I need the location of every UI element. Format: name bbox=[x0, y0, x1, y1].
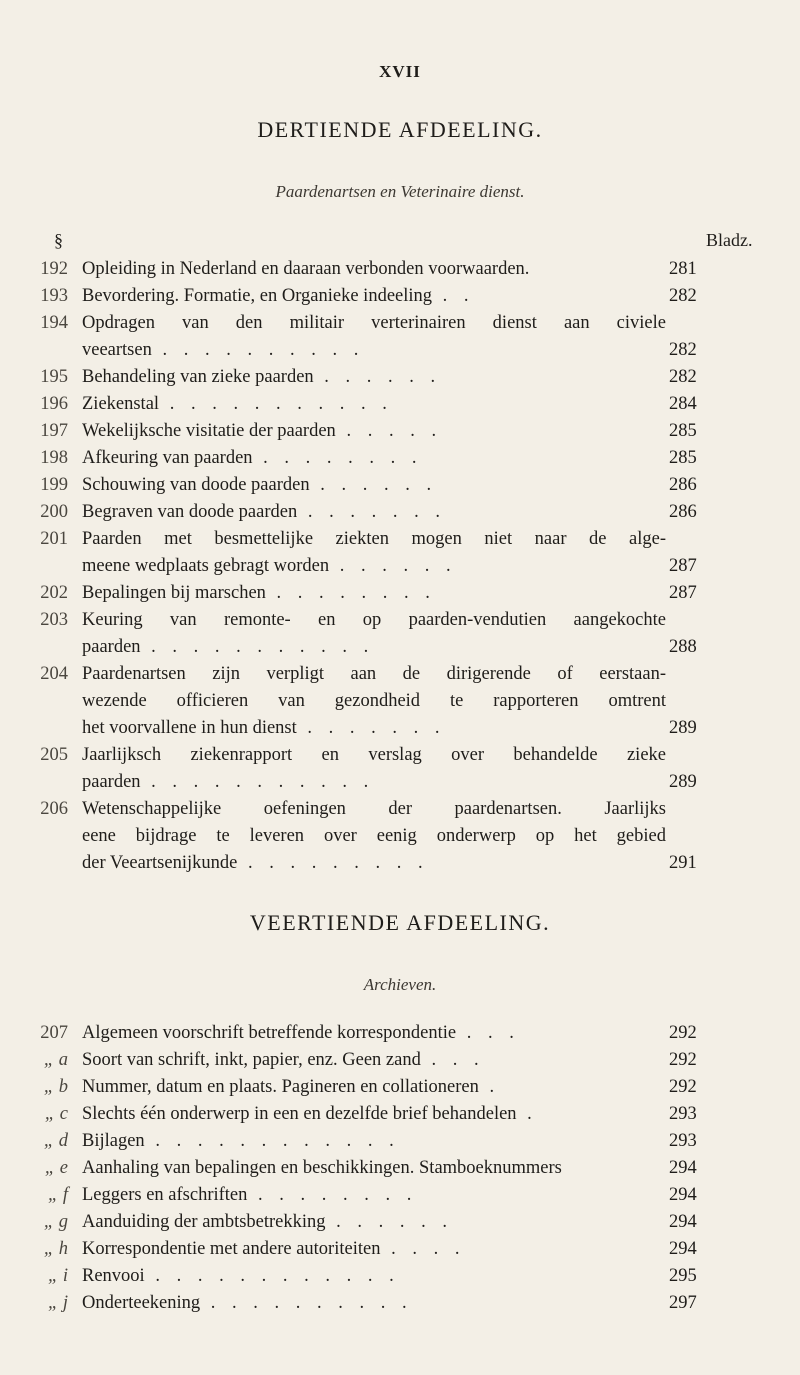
toc-entry-number: „ h bbox=[43, 1239, 68, 1259]
toc-section-2 bbox=[0, 1020, 800, 1317]
dot-leader: . . . bbox=[420, 1050, 485, 1070]
dot-leader: . bbox=[516, 1104, 538, 1124]
toc-entry-page: 294 bbox=[669, 1185, 697, 1205]
toc-entry-title: wezende officieren van gezondheid te rapporteren omtrent bbox=[82, 691, 666, 711]
page-column-label: Bladz. bbox=[706, 230, 753, 250]
toc-entry-title: Onderteekening . . . . . . . . . . bbox=[82, 1293, 413, 1313]
toc-entry-page: 287 bbox=[669, 583, 697, 603]
toc-entry-number bbox=[0, 553, 82, 579]
toc-entry-title: Behandeling van zieke paarden . . . . . . bbox=[82, 367, 442, 387]
toc-entry-page: 287 bbox=[669, 556, 697, 576]
toc-entry-title: Paardenartsen zijn verpligt aan de dirigerende of eerstaan- bbox=[82, 664, 666, 684]
toc-entry-number: 195 bbox=[40, 367, 68, 387]
dot-leader: . . . . bbox=[380, 1239, 466, 1259]
toc-entry-number: „ b bbox=[43, 1077, 68, 1097]
toc-entry-number bbox=[0, 823, 82, 849]
toc-entry-number: 196 bbox=[40, 394, 68, 414]
dot-leader: . . . bbox=[456, 1023, 520, 1043]
toc-entry-number: 203 bbox=[40, 610, 68, 630]
toc-entry-page bbox=[666, 310, 709, 336]
toc-entry-number: 198 bbox=[40, 448, 68, 468]
toc-entry-title: veeartsen . . . . . . . . . . bbox=[82, 340, 365, 360]
toc-entry-number: 201 bbox=[40, 529, 68, 549]
toc-entry-number: 200 bbox=[40, 502, 68, 522]
toc-entry-number bbox=[0, 850, 82, 876]
toc-entry-title: Bevordering. Formatie, en Organieke indeeling . . bbox=[82, 286, 475, 306]
toc-entry-number: „ a bbox=[43, 1050, 68, 1070]
toc-entry-page: 288 bbox=[669, 637, 697, 657]
toc-entry-page bbox=[666, 607, 709, 633]
toc-entry-page: 294 bbox=[669, 1212, 697, 1232]
toc-entry-line bbox=[0, 256, 800, 282]
toc-entry-title: Aanhaling van bepalingen en beschikkingen. Stamboeknummers bbox=[82, 1158, 562, 1178]
toc-entry-line bbox=[0, 1074, 800, 1100]
toc-entry-title: Wekelijksche visitatie der paarden . . . . . bbox=[82, 421, 443, 441]
toc-entry-line bbox=[0, 283, 800, 309]
toc-entry-page bbox=[666, 742, 709, 768]
toc-entry-line bbox=[0, 337, 800, 363]
toc-entry-line bbox=[0, 1290, 800, 1316]
toc-entry-line bbox=[0, 1209, 800, 1235]
toc-entry-number: „ f bbox=[47, 1185, 68, 1205]
toc-entry-number: 192 bbox=[40, 259, 68, 279]
dot-leader: . . . . . . . bbox=[297, 502, 446, 522]
toc-entry-number: 204 bbox=[40, 664, 68, 684]
dot-leader: . . . . . . bbox=[325, 1212, 454, 1232]
toc-entry-title: Aanduiding der ambtsbetrekking . . . . . . bbox=[82, 1212, 454, 1232]
dot-leader: . . . . . . . bbox=[296, 718, 446, 738]
section-subtitle-2: Archieven. bbox=[363, 975, 437, 994]
page-number: XVII bbox=[379, 62, 421, 81]
dot-leader: . . . . . . . . . . . . bbox=[144, 1266, 400, 1286]
toc-entry-line bbox=[0, 1182, 800, 1208]
dot-leader: . . . . . . . . bbox=[265, 583, 436, 603]
toc-entry-title: Schouwing van doode paarden . . . . . . bbox=[82, 475, 438, 495]
toc-entry-title: Korrespondentie met andere autoriteiten . . . . bbox=[82, 1239, 466, 1259]
toc-entry-page bbox=[666, 661, 709, 687]
toc-section-1 bbox=[0, 256, 800, 877]
toc-entry-page: 289 bbox=[669, 772, 697, 792]
toc-entry-page: 297 bbox=[669, 1293, 697, 1313]
toc-entry-number: 199 bbox=[40, 475, 68, 495]
dot-leader: . . . . . . bbox=[309, 475, 438, 495]
toc-entry-line bbox=[0, 634, 800, 660]
toc-entry-line bbox=[0, 1155, 800, 1181]
toc-entry-page bbox=[666, 823, 709, 849]
toc-entry-line bbox=[0, 1128, 800, 1154]
toc-entry-line bbox=[0, 310, 800, 336]
toc-entry-line bbox=[0, 823, 800, 849]
toc-entry-title: paarden . . . . . . . . . . . bbox=[82, 637, 375, 657]
section-title-1: DERTIENDE AFDEELING. bbox=[257, 117, 543, 142]
toc-entry-title: het voorvallene in hun dienst . . . . . . . bbox=[82, 718, 446, 738]
toc-entry-line bbox=[0, 391, 800, 417]
dot-leader: . . . . . . . . . . bbox=[151, 340, 365, 360]
toc-entry-title: Paarden met besmettelijke ziekten mogen niet naar de alge- bbox=[82, 529, 666, 549]
toc-entry-page: 285 bbox=[669, 448, 697, 468]
toc-entry-number: 197 bbox=[40, 421, 68, 441]
toc-entry-line bbox=[0, 742, 800, 768]
toc-entry-number: 194 bbox=[40, 313, 68, 333]
toc-entry-title: Algemeen voorschrift betreffende korrespondentie . . . bbox=[82, 1023, 520, 1043]
toc-entry-title: Soort van schrift, inkt, papier, enz. Geen zand . . . bbox=[82, 1050, 485, 1070]
dot-leader: . . . . . . . . bbox=[252, 448, 423, 468]
toc-entry-line bbox=[0, 1263, 800, 1289]
dot-leader: . . . . . . bbox=[329, 556, 457, 576]
toc-entry-line bbox=[0, 418, 800, 444]
dot-leader: . . bbox=[432, 286, 475, 306]
toc-entry-page bbox=[666, 688, 709, 714]
toc-entry-title: Keuring van remonte- en op paarden-vendutien aangekochte bbox=[82, 610, 666, 630]
toc-entry-number bbox=[0, 337, 82, 363]
dot-leader: . . . . . bbox=[335, 421, 443, 441]
toc-entry-line bbox=[0, 715, 800, 741]
toc-entry-page: 293 bbox=[669, 1104, 697, 1124]
toc-entry-page: 292 bbox=[669, 1023, 697, 1043]
section-subtitle-1: Paardenartsen en Veterinaire dienst. bbox=[275, 182, 525, 201]
toc-entry-number: „ c bbox=[44, 1104, 68, 1124]
toc-entry-page bbox=[666, 526, 709, 552]
toc-entry-line bbox=[0, 526, 800, 552]
toc-entry-page: 284 bbox=[669, 394, 697, 414]
toc-entry-title: Afkeuring van paarden . . . . . . . . bbox=[82, 448, 423, 468]
toc-entry-number: 205 bbox=[40, 745, 68, 765]
dot-leader: . bbox=[478, 1077, 501, 1097]
dot-leader: . . . . . . . . . . . bbox=[159, 394, 393, 414]
toc-entry-title: Jaarlijksch ziekenrapport en verslag over behandelde zieke bbox=[82, 745, 666, 765]
toc-entry-page: 294 bbox=[669, 1158, 697, 1178]
toc-entry-title: Begraven van doode paarden . . . . . . . bbox=[82, 502, 446, 522]
toc-entry-line bbox=[0, 364, 800, 390]
toc-entry-line bbox=[0, 1047, 800, 1073]
toc-entry-page: 289 bbox=[669, 718, 697, 738]
toc-entry-number: 206 bbox=[40, 799, 68, 819]
toc-entry-line bbox=[0, 580, 800, 606]
toc-entry-title: Ziekenstal . . . . . . . . . . . bbox=[82, 394, 393, 414]
toc-entry-line bbox=[0, 499, 800, 525]
dot-leader: . . . . . . . . . . bbox=[200, 1293, 413, 1313]
dot-leader: . . . . . . . . . . . . bbox=[144, 1131, 400, 1151]
toc-entry-title: paarden . . . . . . . . . . . bbox=[82, 772, 375, 792]
toc-entry-title: Leggers en afschriften . . . . . . . . bbox=[82, 1185, 418, 1205]
toc-entry-number: „ e bbox=[44, 1158, 68, 1178]
toc-entry-line bbox=[0, 472, 800, 498]
toc-entry-page: 286 bbox=[669, 475, 697, 495]
toc-entry-number: 207 bbox=[40, 1023, 68, 1043]
toc-entry-title: Nummer, datum en plaats. Pagineren en collationeren . bbox=[82, 1077, 501, 1097]
toc-entry-line bbox=[0, 607, 800, 633]
toc-entry-title: der Veeartsenijkunde . . . . . . . . . bbox=[82, 853, 429, 873]
toc-entry-line bbox=[0, 553, 800, 579]
section-title-2: VEERTIENDE AFDEELING. bbox=[249, 910, 551, 935]
toc-entry-line bbox=[0, 850, 800, 876]
toc-entry-title: Slechts één onderwerp in een en dezelfde brief behandelen . bbox=[82, 1104, 538, 1124]
toc-entry-number bbox=[0, 715, 82, 741]
dot-leader: . . . . . . bbox=[313, 367, 442, 387]
toc-entry-number: „ i bbox=[47, 1266, 68, 1286]
dot-leader: . . . . . . . . . bbox=[237, 853, 429, 873]
toc-entry-page: 292 bbox=[669, 1050, 697, 1070]
toc-entry-title: Bijlagen . . . . . . . . . . . . bbox=[82, 1131, 400, 1151]
toc-entry-number: „ d bbox=[43, 1131, 68, 1151]
toc-entry-title: Wetenschappelijke oefeningen der paardenartsen. Jaarlijks bbox=[82, 799, 666, 819]
toc-entry-line bbox=[0, 769, 800, 795]
toc-entry-page: 285 bbox=[669, 421, 697, 441]
dot-leader: . . . . . . . . . . . bbox=[140, 772, 375, 792]
toc-entry-title: Bepalingen bij marschen . . . . . . . . bbox=[82, 583, 436, 603]
dot-leader: . . . . . . . . . . . bbox=[140, 637, 375, 657]
toc-entry-page: 292 bbox=[669, 1077, 697, 1097]
toc-entry-page: 291 bbox=[669, 853, 697, 873]
toc-entry-title: Opdragen van den militair verterinairen dienst aan civiele bbox=[82, 313, 666, 333]
toc-entry-page: 295 bbox=[669, 1266, 697, 1286]
toc-entry-line bbox=[0, 445, 800, 471]
toc-entry-number: 193 bbox=[40, 286, 68, 306]
toc-entry-line bbox=[0, 1236, 800, 1262]
toc-entry-number bbox=[0, 769, 82, 795]
toc-entry-title: eene bijdrage te leveren over eenig onderwerp op het gebied bbox=[82, 826, 666, 846]
toc-entry-line bbox=[0, 661, 800, 687]
toc-entry-page: 281 bbox=[669, 259, 697, 279]
toc-entry-title: Renvooi . . . . . . . . . . . . bbox=[82, 1266, 400, 1286]
toc-entry-page: 293 bbox=[669, 1131, 697, 1151]
toc-entry-number: 202 bbox=[40, 583, 68, 603]
toc-entry-title: meene wedplaats gebragt worden . . . . . . bbox=[82, 556, 457, 576]
paragraph-column-label: § bbox=[54, 230, 63, 250]
toc-entry-title: Opleiding in Nederland en daaraan verbonden voorwaarden. bbox=[82, 259, 530, 279]
toc-entry-number bbox=[0, 634, 82, 660]
toc-entry-page: 282 bbox=[669, 286, 697, 306]
dot-leader: . . . . . . . . bbox=[247, 1185, 418, 1205]
toc-entry-number: „ j bbox=[47, 1293, 68, 1313]
toc-entry-page bbox=[666, 796, 709, 822]
toc-entry-line bbox=[0, 1020, 800, 1046]
toc-entry-line bbox=[0, 688, 800, 714]
toc-entry-line bbox=[0, 796, 800, 822]
toc-entry-page: 282 bbox=[669, 367, 697, 387]
toc-entry-page: 294 bbox=[669, 1239, 697, 1259]
toc-entry-number: „ g bbox=[43, 1212, 68, 1232]
toc-entry-page: 282 bbox=[669, 340, 697, 360]
toc-entry-page: 286 bbox=[669, 502, 697, 522]
toc-entry-line bbox=[0, 1101, 800, 1127]
toc-entry-number bbox=[0, 688, 82, 714]
